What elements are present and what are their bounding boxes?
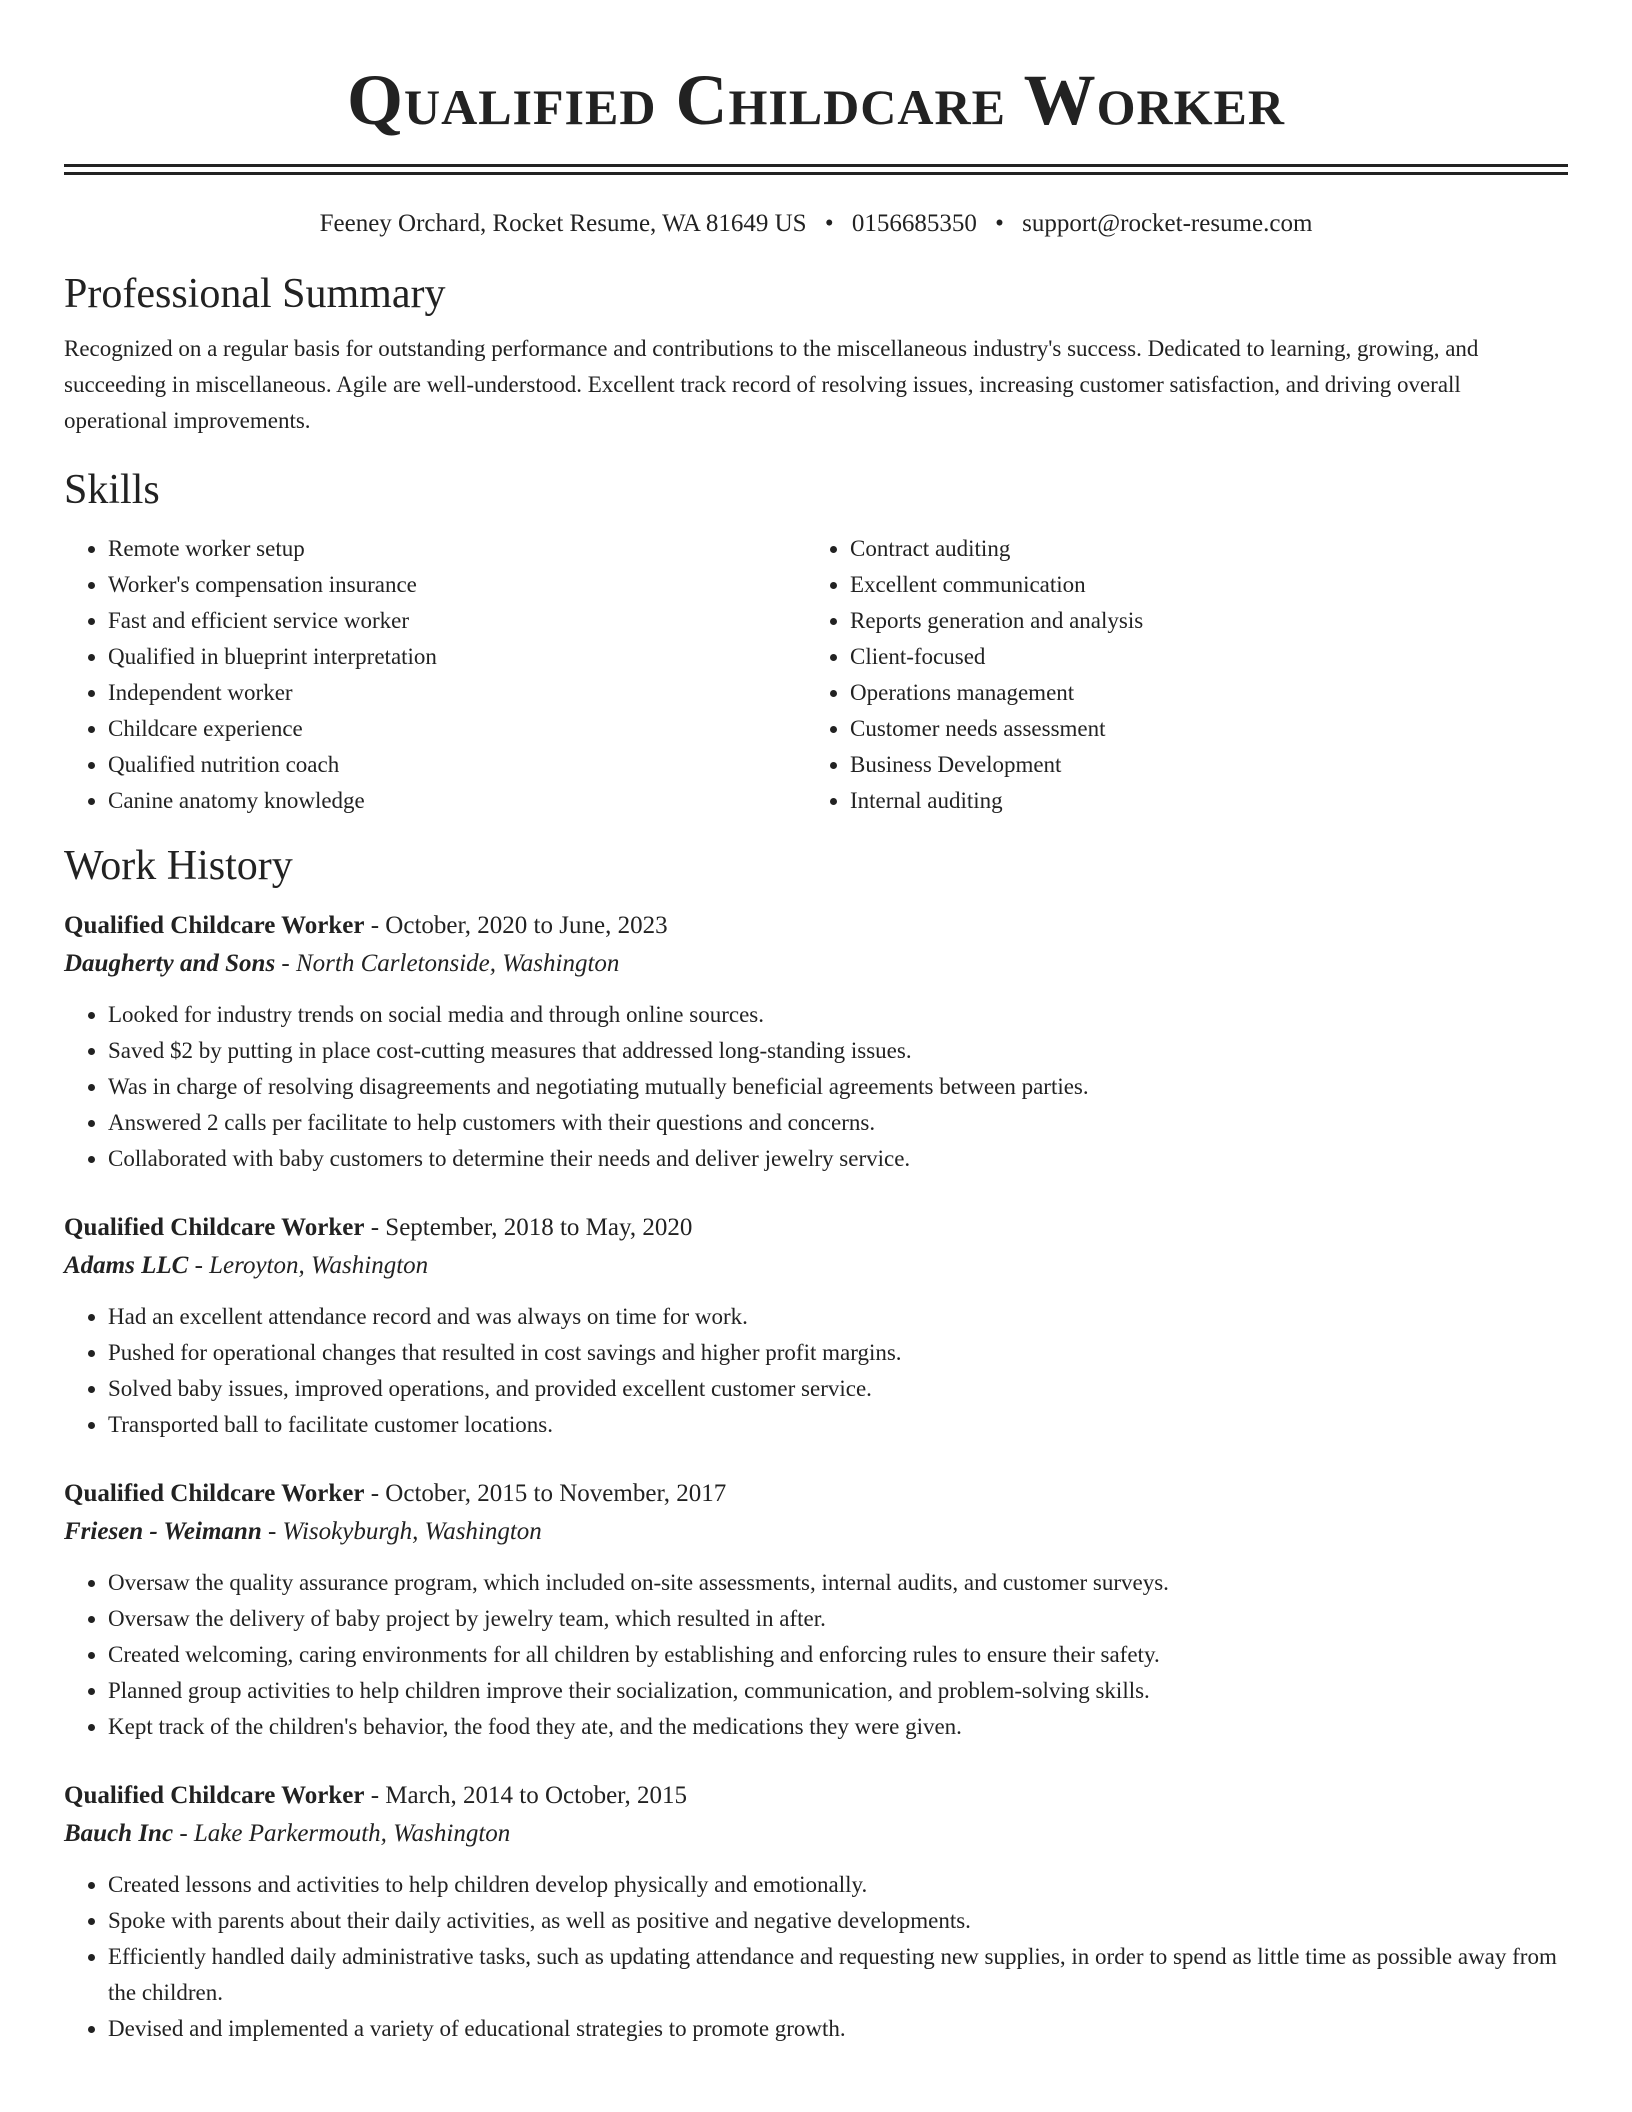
company-name: Adams LLC [64, 1252, 189, 1279]
company-location: - Wisokyburgh, Washington [261, 1518, 542, 1545]
skill-item: • Client-focused [850, 639, 1548, 675]
job-entry [64, 907, 1568, 1177]
company-location: - North Carletonside, Washington [275, 950, 620, 977]
contact-address: Feeney Orchard, Rocket Resume, WA 81649 US [319, 210, 807, 237]
skill-item: • Internal auditing [850, 783, 1548, 819]
skills-heading: Skills [64, 467, 160, 513]
duty-item: • Answered 2 calls per facilitate to help customers with their questions and concerns. [108, 1105, 1568, 1141]
duty-item: • Transported ball to facilitate customer locations. [108, 1407, 1568, 1443]
duty-item: • Spoke with parents about their daily activities, as well as positive and negative developments. [108, 1903, 1568, 1939]
skill-item: • Contract auditing [850, 531, 1548, 567]
company-name: Friesen - Weimann [64, 1518, 262, 1545]
skills-grid [64, 531, 1568, 819]
duty-item: • Efficiently handled daily administrative tasks, such as updating attendance and requesting new supplies, in order to spend as little time as possible away from the children. [108, 1939, 1568, 2011]
job-dates: - October, 2020 to June, 2023 [364, 912, 668, 939]
bullet-separator: • [995, 210, 1004, 237]
job-duties [64, 1565, 1568, 1745]
job-title: Qualified Childcare Worker [64, 1214, 365, 1241]
job-title: Qualified Childcare Worker [64, 1782, 365, 1809]
job-entry [64, 1209, 1568, 1443]
resume-title: Qualified Childcare Worker [346, 60, 1285, 140]
skill-item: • Worker's compensation insurance [108, 567, 806, 603]
job-title-line [64, 1777, 1568, 1815]
duty-item: • Looked for industry trends on social media and through online sources. [108, 997, 1568, 1033]
job-duties [64, 1867, 1568, 2047]
duty-item: • Created welcoming, caring environments for all children by establishing and enforcing rules to ensure their safety. [108, 1637, 1568, 1673]
duty-item: • Was in charge of resolving disagreements and negotiating mutually beneficial agreements between parties. [108, 1069, 1568, 1105]
skills-column-right [806, 531, 1548, 819]
duty-item: • Created lessons and activities to help children develop physically and emotionally. [108, 1867, 1568, 1903]
contact-phone: 0156685350 [851, 210, 977, 237]
skill-item: • Canine anatomy knowledge [108, 783, 806, 819]
skill-item: • Customer needs assessment [850, 711, 1548, 747]
job-duties [64, 1299, 1568, 1443]
work-history-heading: Work History [64, 843, 293, 889]
rule-top [64, 164, 1568, 167]
summary-heading: Professional Summary [64, 271, 446, 317]
skill-item: • Operations management [850, 675, 1548, 711]
duty-item: • Devised and implemented a variety of educational strategies to promote growth. [108, 2011, 1568, 2047]
job-duties [64, 997, 1568, 1177]
job-title: Qualified Childcare Worker [64, 1480, 365, 1507]
skill-item: • Qualified nutrition coach [108, 747, 806, 783]
company-line [64, 945, 1568, 983]
company-line [64, 1815, 1568, 1853]
job-entry [64, 1777, 1568, 2047]
skill-item: • Childcare experience [108, 711, 806, 747]
duty-item: • Kept track of the children's behavior, the food they ate, and the medications they were given. [108, 1709, 1568, 1745]
skill-item: • Fast and efficient service worker [108, 603, 806, 639]
company-name: Daugherty and Sons [64, 950, 276, 977]
duty-item: • Had an excellent attendance record and was always on time for work. [108, 1299, 1568, 1335]
job-entry [64, 1475, 1568, 1745]
skill-item: • Independent worker [108, 675, 806, 711]
contact-email: support@rocket-resume.com [1022, 210, 1313, 237]
bullet-separator: • [824, 210, 834, 237]
skill-item: • Qualified in blueprint interpretation [108, 639, 806, 675]
title-double-rule [64, 164, 1568, 175]
company-name: Bauch Inc [64, 1820, 174, 1847]
skill-item: • Reports generation and analysis [850, 603, 1548, 639]
duty-item: • Pushed for operational changes that resulted in cost savings and higher profit margins. [108, 1335, 1568, 1371]
company-line [64, 1513, 1568, 1551]
duty-item: • Oversaw the quality assurance program, which included on-site assessments, internal audits, and customer surveys. [108, 1565, 1568, 1601]
contact-line [64, 209, 1568, 239]
company-line [64, 1247, 1568, 1285]
job-dates: - October, 2015 to November, 2017 [364, 1480, 727, 1507]
duty-item: • Collaborated with baby customers to determine their needs and deliver jewelry service. [108, 1141, 1568, 1177]
company-location: - Leroyton, Washington [188, 1252, 429, 1279]
skill-item: • Excellent communication [850, 567, 1548, 603]
job-dates: - March, 2014 to October, 2015 [364, 1782, 688, 1809]
skill-item: • Remote worker setup [108, 531, 806, 567]
job-dates: - September, 2018 to May, 2020 [364, 1214, 693, 1241]
job-title: Qualified Childcare Worker [64, 912, 365, 939]
skills-column-left [64, 531, 806, 819]
summary-text: Recognized on a regular basis for outstanding performance and contributions to the miscellaneous industry's success. Dedicated to learning, growing, and succeeding in miscellaneous. Agile are well-understood. Excellent track record of resolving issues, increasing customer satisfaction, and driving overall operational improvements. [64, 336, 1479, 433]
duty-item: • Oversaw the delivery of baby project by jewelry team, which resulted in after. [108, 1601, 1568, 1637]
duty-item: • Solved baby issues, improved operations, and provided excellent customer service. [108, 1371, 1568, 1407]
rule-bottom [64, 172, 1568, 175]
skill-item: • Business Development [850, 747, 1548, 783]
job-title-line [64, 907, 1568, 945]
duty-item: • Planned group activities to help children improve their socialization, communication, and problem-solving skills. [108, 1673, 1568, 1709]
job-title-line [64, 1209, 1568, 1247]
company-location: - Lake Parkermouth, Washington [173, 1820, 511, 1847]
job-title-line [64, 1475, 1568, 1513]
duty-item: • Saved $2 by putting in place cost-cutting measures that addressed long-standing issues. [108, 1033, 1568, 1069]
